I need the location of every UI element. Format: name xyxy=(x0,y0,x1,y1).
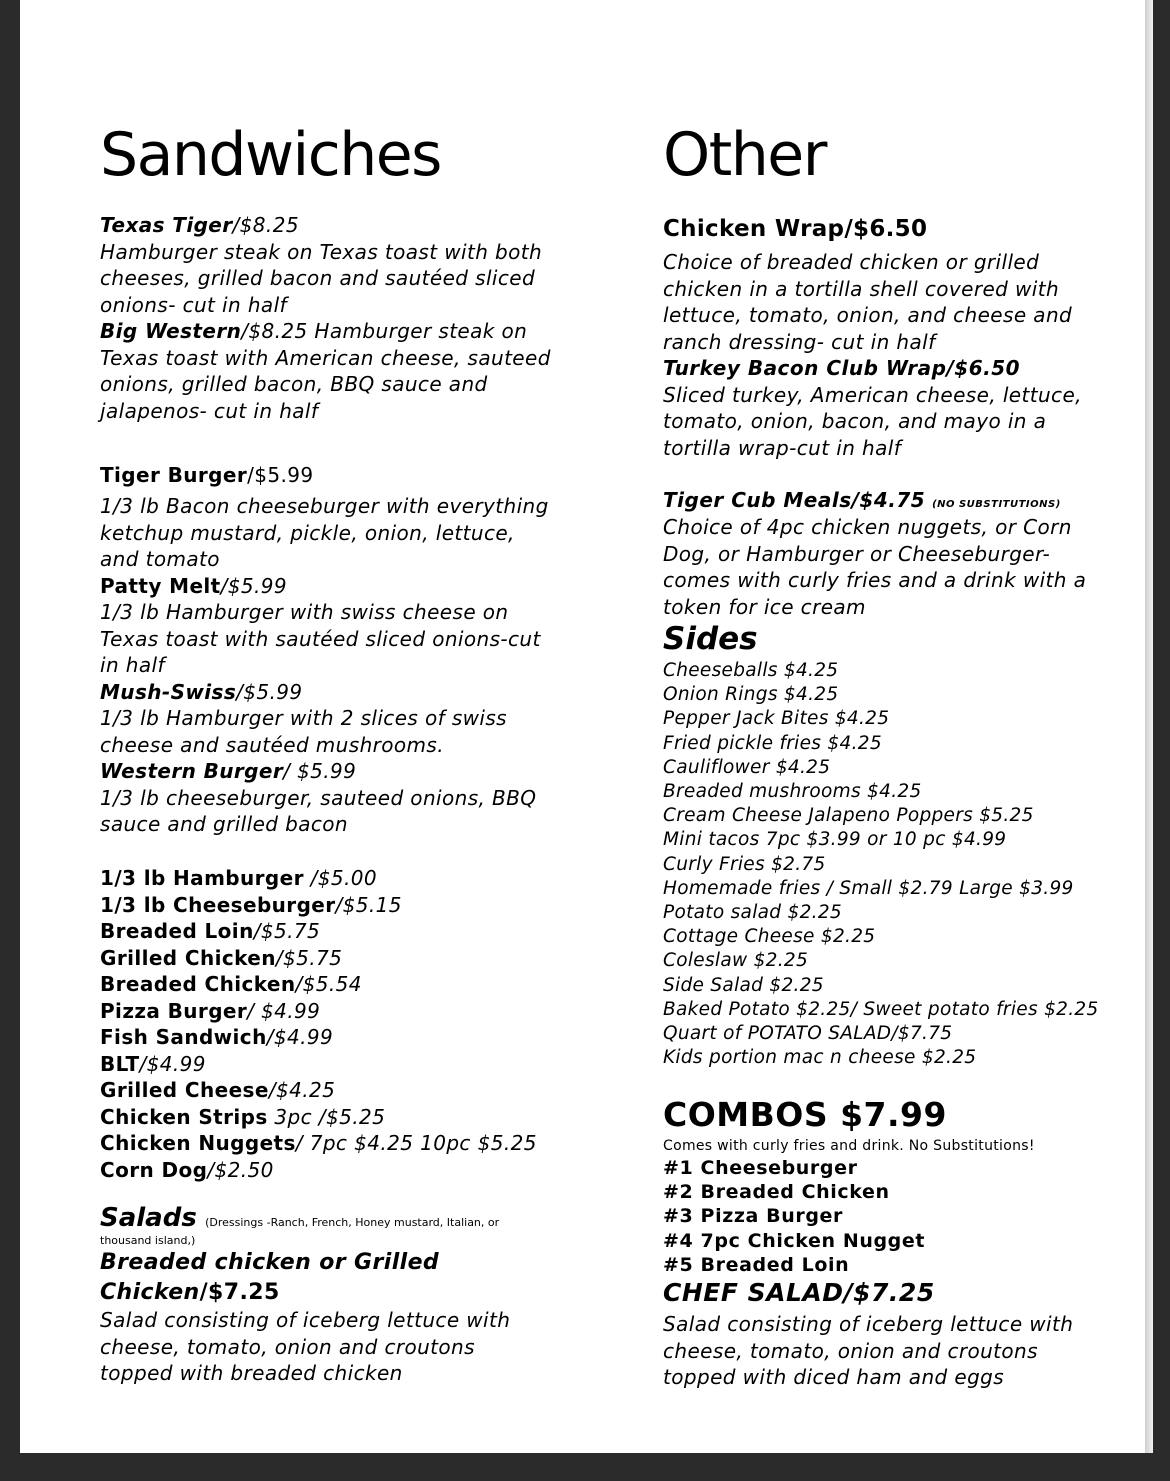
salad-item-name-cont: Chicken xyxy=(100,1280,200,1305)
item-desc-line: jalapenos- cut in half xyxy=(100,398,319,423)
item-desc-line: onions, grilled bacon, BBQ sauce and xyxy=(100,372,488,396)
item-desc-line: 1/3 lb cheeseburger, sauteed onions, BBQ xyxy=(100,785,537,810)
item-desc-line: Salad consisting of iceberg lettuce with xyxy=(663,1312,1074,1336)
price-list-item xyxy=(100,998,320,1025)
item-desc-line: tomato, onion, bacon, and mayo in a xyxy=(663,409,1047,433)
combo-item: #1 Cheeseburger xyxy=(663,1157,858,1179)
item-price: /$4.99 xyxy=(266,1025,334,1049)
side-item: Baked Potato $2.25/ Sweet potato fries $2.25 xyxy=(663,998,1099,1020)
salad-item-price: /$7.25 xyxy=(199,1280,280,1305)
price-list-item xyxy=(100,1024,333,1051)
side-item: Fried pickle fries $4.25 xyxy=(663,732,882,754)
side-item: Pepper Jack Bites $4.25 xyxy=(663,708,890,730)
side-item: Cheeseballs $4.25 xyxy=(663,660,839,681)
item-name: Texas Tiger xyxy=(100,213,233,237)
side-item: Breaded mushrooms $4.25 xyxy=(663,781,922,802)
item-desc-line: tortilla wrap-cut in half xyxy=(663,435,902,460)
price-list-item xyxy=(100,945,342,972)
item-desc-line: Salad consisting of iceberg lettuce with xyxy=(100,1308,511,1332)
item-name: Fish Sandwich xyxy=(100,1025,267,1049)
sides-heading: Sides xyxy=(663,621,758,657)
side-item: Onion Rings $4.25 xyxy=(663,684,839,706)
item-name: Tiger Cub Meals/$4.75 xyxy=(663,488,926,512)
side-item: Quart of POTATO SALAD/$7.75 xyxy=(663,1023,953,1044)
combo-item: #2 Breaded Chicken xyxy=(663,1181,890,1204)
side-item: Mini tacos 7pc $3.99 or 10 pc $4.99 xyxy=(663,829,1007,851)
item-price: /$5.99 xyxy=(220,573,288,598)
sandwiches-heading: Sandwiches xyxy=(100,120,441,190)
price-list-item xyxy=(100,865,377,892)
item-price: /$5.99 xyxy=(247,463,314,487)
item-name: Breaded Loin xyxy=(100,919,254,943)
item-desc-line: ranch dressing- cut in half xyxy=(663,329,936,354)
side-item: Potato salad $2.25 xyxy=(663,902,842,923)
side-item: Cauliflower $4.25 xyxy=(663,756,831,778)
item-price: /$5.15 xyxy=(335,892,402,917)
item-desc-line: ketchup mustard, pickle, onion, lettuce, xyxy=(100,520,515,545)
price-list-item xyxy=(100,1130,537,1157)
price-list-item xyxy=(100,1077,335,1104)
side-item: Homemade fries / Small $2.79 Large $3.99 xyxy=(663,877,1074,899)
item-desc-line: Sliced turkey, American cheese, lettuce, xyxy=(663,382,1082,407)
side-item: Coleslaw $2.25 xyxy=(663,950,809,972)
item-desc-line: Choice of breaded chicken or grilled xyxy=(663,250,1040,274)
chef-salad-name: CHEF SALAD/$7.25 xyxy=(663,1278,935,1307)
item-name: Chicken Strips xyxy=(100,1104,268,1129)
item-price: /$8.25 xyxy=(232,213,299,237)
salad-item-name: Breaded chicken or Grilled xyxy=(100,1250,440,1275)
side-item: Kids portion mac n cheese $2.25 xyxy=(663,1047,977,1069)
item-name: Corn Dog xyxy=(100,1157,208,1182)
combos-note: Comes with curly fries and drink. No Substitutions! xyxy=(663,1138,1035,1154)
menu-page xyxy=(20,0,1145,1453)
side-item: Cottage Cheese $2.25 xyxy=(663,926,876,948)
item-name: Mush-Swiss xyxy=(100,679,237,704)
item-desc-line: cheese, tomato, onion and croutons xyxy=(663,1338,1038,1363)
item-price: /$4.25 xyxy=(268,1078,336,1102)
item-desc-line: 1/3 lb Bacon cheeseburger with everything xyxy=(100,494,549,518)
item-desc-line: cheeses, grilled bacon and sautéed sliced xyxy=(100,266,536,290)
menu-item-turkey-wrap: Turkey Bacon Club Wrap/$6.50 xyxy=(663,356,1021,380)
salads-heading: Salads xyxy=(100,1203,197,1233)
item-desc-line: sauce and grilled bacon xyxy=(100,812,348,836)
combos-heading: COMBOS $7.99 xyxy=(663,1095,947,1134)
item-desc-line: and tomato xyxy=(100,547,220,571)
item-desc-line: token for ice cream xyxy=(663,594,866,619)
dressings-note: (Dressings -Ranch, French, Honey mustard, Italian, or xyxy=(205,1216,500,1229)
combo-item: #4 7pc Chicken Nugget xyxy=(663,1229,926,1252)
item-desc-line: cheese, tomato, onion and croutons xyxy=(100,1334,475,1359)
item-desc-line: 1/3 lb Hamburger with swiss cheese on xyxy=(100,600,509,624)
item-name: Grilled Cheese xyxy=(100,1078,269,1102)
item-desc-line: 1/3 lb Hamburger with 2 slices of swiss xyxy=(100,706,507,730)
item-name: Breaded Chicken xyxy=(100,972,296,996)
menu-item-chicken-wrap: Chicken Wrap/$6.50 xyxy=(663,216,928,242)
item-name: Big Western xyxy=(100,319,242,343)
menu-item-big-western xyxy=(100,318,527,345)
menu-item-western-burger xyxy=(100,758,356,785)
salad-item-price-line xyxy=(100,1278,280,1308)
item-desc-line: cheese and sautéed mushrooms. xyxy=(100,732,445,757)
item-desc-line: in half xyxy=(100,653,165,677)
combo-item: #5 Breaded Loin xyxy=(663,1253,850,1276)
item-price: / $4.99 xyxy=(247,998,321,1023)
item-desc-line: Texas toast with American cheese, sauteed xyxy=(100,345,551,370)
side-item: Side Salad $2.25 xyxy=(663,974,824,996)
menu-item-texas-tiger xyxy=(100,212,299,239)
item-name: Patty Melt xyxy=(100,573,221,598)
item-name: Grilled Chicken xyxy=(100,945,276,970)
menu-item-tiger-burger xyxy=(100,462,314,489)
item-desc-line: comes with curly fries and a drink with a xyxy=(663,568,1087,592)
price-list-item xyxy=(100,918,320,945)
item-price: /$5.75 xyxy=(253,919,321,943)
item-price: /$5.00 xyxy=(303,866,378,890)
item-price: /$8.25 Hamburger steak on xyxy=(241,319,528,343)
price-list-item xyxy=(100,1104,385,1131)
item-desc-line: Dog, or Hamburger or Cheeseburger- xyxy=(663,541,1051,566)
item-price: /$4.99 xyxy=(139,1051,206,1076)
item-price: / $5.99 xyxy=(283,759,357,783)
item-desc-line: onions- cut in half xyxy=(100,292,287,317)
item-price: /$2.50 xyxy=(207,1157,274,1182)
item-desc-line: Hamburger steak on Texas toast with both xyxy=(100,239,543,264)
item-desc-line: topped with diced ham and eggs xyxy=(663,1365,1005,1389)
item-name: 1/3 lb Hamburger xyxy=(100,866,304,890)
price-list-item xyxy=(100,1051,206,1078)
item-desc-line: chicken in a tortilla shell covered with xyxy=(663,276,1060,301)
no-substitutions-note: (NO SUBSTITUTIONS) xyxy=(932,499,1061,510)
other-heading: Other xyxy=(663,120,826,190)
item-name: Chicken Nuggets xyxy=(100,1131,296,1155)
price-list-item xyxy=(100,1157,274,1184)
menu-item-mush-swiss xyxy=(100,679,303,706)
item-name: Pizza Burger xyxy=(100,998,248,1023)
page-edge-shadow xyxy=(1145,0,1153,1453)
price-list-item xyxy=(100,971,362,998)
item-desc-line: Texas toast with sautéed sliced onions-cut xyxy=(100,626,541,651)
item-name: BLT xyxy=(100,1051,140,1076)
item-price: 3pc /$5.25 xyxy=(267,1104,386,1129)
item-name: Western Burger xyxy=(100,759,284,783)
item-name: 1/3 lb Cheeseburger xyxy=(100,892,336,917)
side-item: Cream Cheese Jalapeno Poppers $5.25 xyxy=(663,805,1034,827)
item-price: /$5.75 xyxy=(275,945,343,970)
item-price: / 7pc $4.25 10pc $5.25 xyxy=(295,1131,537,1155)
price-list-item xyxy=(100,892,402,919)
item-price: /$5.54 xyxy=(295,972,362,996)
item-desc-line: Choice of 4pc chicken nuggets, or Corn xyxy=(663,515,1072,539)
dressings-note-cont: thousand island,) xyxy=(100,1234,196,1247)
item-desc-line: topped with breaded chicken xyxy=(100,1361,403,1385)
item-name: Tiger Burger xyxy=(100,463,248,487)
item-price: /$5.99 xyxy=(236,679,303,704)
combo-item: #3 Pizza Burger xyxy=(663,1205,843,1228)
menu-item-patty-melt xyxy=(100,573,287,600)
side-item: Curly Fries $2.75 xyxy=(663,853,826,875)
item-desc-line: lettuce, tomato, onion, and cheese and xyxy=(663,303,1073,327)
